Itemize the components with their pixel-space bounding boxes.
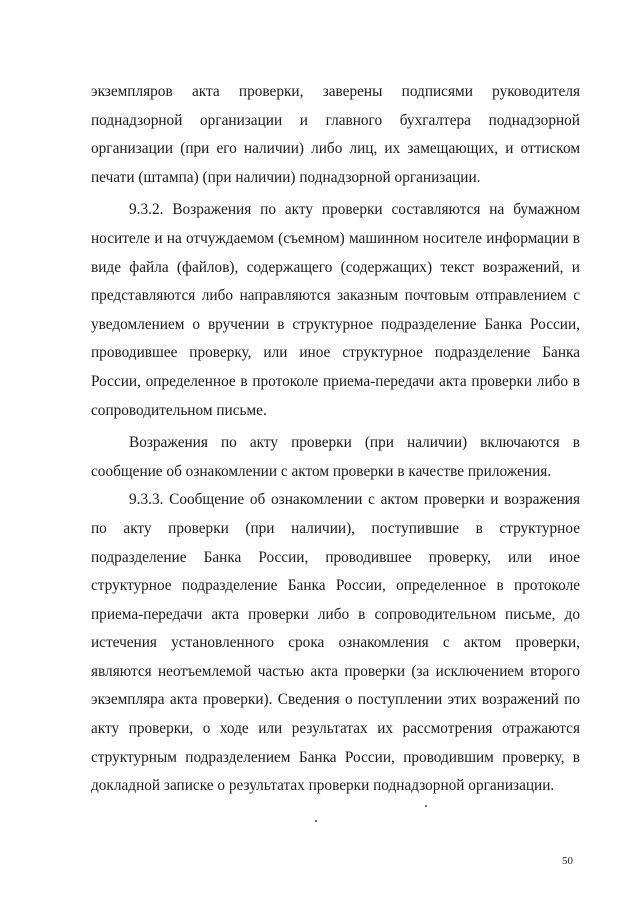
- scan-speck: [425, 805, 427, 807]
- scan-speck: [315, 820, 317, 822]
- paragraph-continuation: экземпляров акта проверки, заверены подписями руководителя поднадзорной организации и главного бухгалтера поднадзорной организации (при его наличии) либо лиц, их замещающих, и оттиском печати (штампа) (при наличии) поднадзорной организации.: [91, 83, 580, 186]
- paragraph-9-3-2: 9.3.2. Возражения по акту проверки составляются на бумажном носителе и на отчуждаемом (съемном) машинном носителе информации в виде файла (файлов), содержащего (содержащих) текст возражений, и представляются либо направляются заказным почтовым отправлением с уведомлением о вручении в структурное подразделение Банка России, проводившее проверку, или иное структурное подразделение Банка России, определенное в протоколе приема-передачи акта проверки либо в сопроводительном письме.: [91, 201, 580, 419]
- paragraph-objections-inclusion: Возражения по акту проверки (при наличии) включаются в сообщение об ознакомлении с актом проверки в качестве приложения.: [91, 434, 580, 480]
- document-body: [91, 78, 580, 801]
- paragraph-9-3-3: 9.3.3. Сообщение об ознакомлении с актом проверки и возражения по акту проверки (при наличии), поступившие в структурное подразделение Банка России, проводившее проверку, или иное структурное подразделение Банка России, определенное в протоколе приема-передачи акта проверки либо в сопроводительном письме, до истечения установленного срока ознакомления с актом проверки, являются неотъемлемой частью акта проверки (за исключением второго экземпляра акта проверки). Сведения о поступлении этих возражений по акту проверки, о ходе или результатах их рассмотрения отражаются структурным подразделением Банка России, проводившим проверку, в докладной записке о результатах проверки поднадзорной организации.: [91, 491, 580, 795]
- page-number: 50: [562, 855, 573, 867]
